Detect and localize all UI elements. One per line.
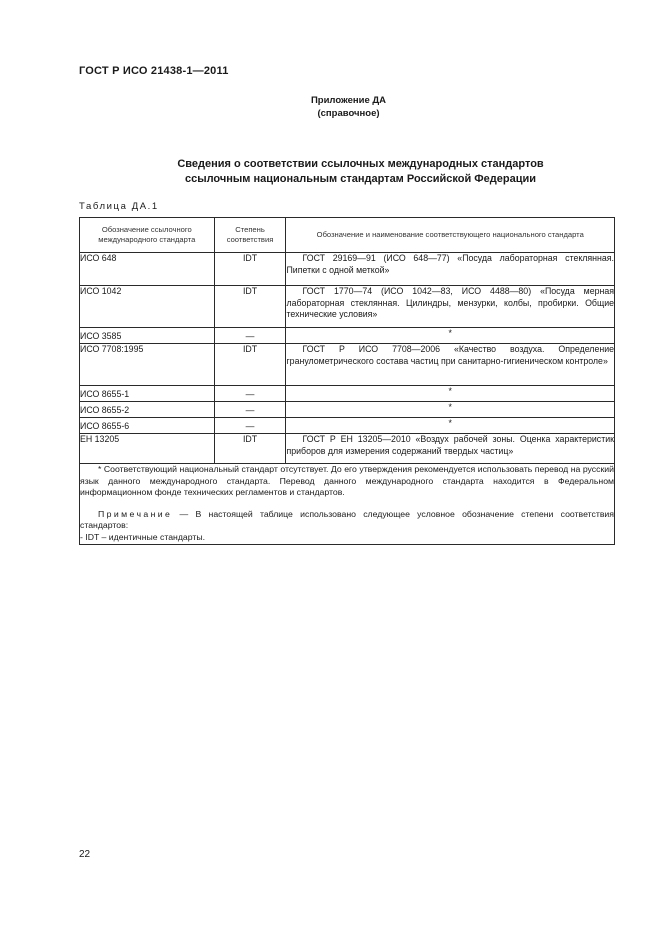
table-row (80, 402, 615, 418)
section-title (30, 157, 661, 187)
row-code: ИСО 1042 (80, 286, 215, 328)
row-degree: IDT (214, 344, 286, 386)
header-international-standard: Обозначение ссылочного международного стандарта (80, 218, 215, 253)
row-degree: IDT (214, 286, 286, 328)
table-row (80, 418, 615, 434)
header-national-standard: Обозначение и наименование соответствующего национального стандарта (286, 218, 615, 253)
header-degree: Степень соответствия (214, 218, 286, 253)
row-code: ИСО 7708:1995 (80, 344, 215, 386)
row-code: ИСО 8655-1 (80, 386, 215, 402)
table-row (80, 253, 615, 286)
note-text (80, 509, 614, 532)
appendix-subtitle: (справочное) (317, 108, 380, 119)
note-item: - IDT – идентичные стандарты. (80, 531, 206, 542)
correspondence-table (79, 217, 615, 545)
row-description: * (286, 328, 615, 344)
row-description: * (286, 402, 615, 418)
row-code: ИСО 8655-6 (80, 418, 215, 434)
appendix-title: Приложение ДА (310, 95, 387, 106)
footnote-text: * Соответствующий национальный стандарт отсутствует. До его утверждения рекомендуется использовать перевод на русский язык данного международного стандарта. Перевод данного международного стандарта находится в Федеральном информационном фонде технических регламентов и стандартов. (80, 464, 614, 498)
table-header-row (80, 218, 615, 253)
table-row (80, 386, 615, 402)
row-description: * (286, 418, 615, 434)
table-row (80, 328, 615, 344)
table-footer-row (80, 464, 615, 545)
row-degree: — (214, 386, 286, 402)
row-degree: IDT (214, 253, 286, 286)
row-degree: — (214, 402, 286, 418)
page-number: 22 (79, 849, 91, 860)
row-description: ГОСТ 1770—74 (ИСО 1042—83, ИСО 4488—80) «Посуда мерная лабораторная стеклянная. Цилиндры, мензурки, колбы, пробирки. Общие технические условия» (286, 286, 615, 328)
row-degree: — (214, 328, 286, 344)
row-description: ГОСТ 29169—91 (ИСО 648—77) «Посуда лабораторная стеклянная. Пипетки с одной меткой» (286, 253, 615, 286)
note-label: Примечание (98, 508, 173, 519)
table-row (80, 434, 615, 464)
row-code: ИСО 3585 (80, 328, 215, 344)
table-caption: Таблица ДА.1 (79, 201, 159, 212)
note-body: — В настоящей таблице использовано следующее условное обозначение степени соответствия стандартов: (80, 508, 614, 531)
row-code: ИСО 8655-2 (80, 402, 215, 418)
document-header-standard: ГОСТ Р ИСО 21438-1—2011 (79, 65, 229, 77)
row-description: ГОСТ Р ЕН 13205—2010 «Воздух рабочей зоны. Оценка характеристик приборов для измерения содержаний твердых частиц» (286, 434, 615, 464)
row-description: ГОСТ Р ИСО 7708—2006 «Качество воздуха. Определение гранулометрического состава частиц при санитарно-гигиеническом контроле» (286, 344, 615, 386)
row-description: * (286, 386, 615, 402)
table-row (80, 344, 615, 386)
row-code: ИСО 648 (80, 253, 215, 286)
table-footer (80, 464, 615, 545)
row-degree: — (214, 418, 286, 434)
section-title-line-2: ссылочным национальным стандартам Российской Федерации (184, 173, 537, 185)
row-degree: IDT (214, 434, 286, 464)
section-title-line-1: Сведения о соответствии ссылочных международных стандартов (177, 158, 544, 170)
table-row (80, 286, 615, 328)
row-code: ЕН 13205 (80, 434, 215, 464)
